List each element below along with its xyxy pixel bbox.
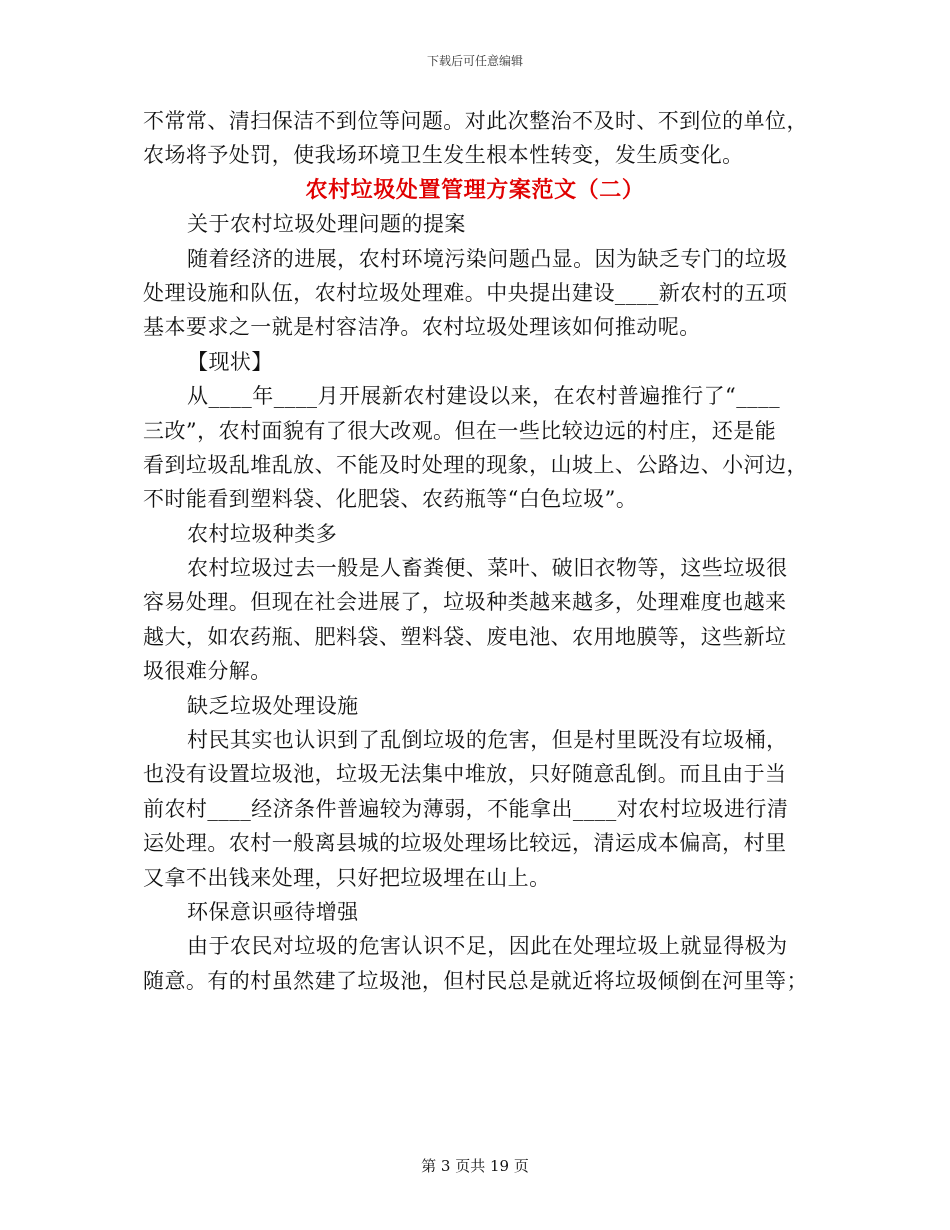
paragraph-line: 圾很难分解。 [143, 659, 272, 684]
paragraph-line: 三改”，农村面貌有了很大改观。但在一些比较边远的村庄，还是能 [143, 418, 777, 443]
document-body [143, 104, 807, 998]
subheading-facilities: 缺乏垃圾处理设施 [187, 693, 359, 718]
paragraph-line: 不常常、清扫保洁不到位等问题。对此次整治不及时、不到位的单位， [143, 109, 808, 133]
proposal-heading: 关于农村垃圾处理问题的提案 [187, 212, 466, 237]
paragraph-line: 农村垃圾过去一般是人畜粪便、菜叶、破旧衣物等，这些垃圾很 [187, 556, 788, 581]
paragraph-line: 看到垃圾乱堆乱放、不能及时处理的现象，山坡上、公路边、小河边， [143, 452, 808, 477]
paragraph-line: 由于农民对垃圾的危害认识不足，因此在处理垃圾上就显得极为 [187, 934, 788, 959]
paragraph-line: 村民其实也认识到了乱倒垃圾的危害，但是村里既没有垃圾桶， [187, 728, 788, 753]
paragraph-line: 随意。有的村虽然建了垃圾池，但村民总是就近将垃圾倾倒在河里等； [143, 968, 808, 993]
section-title: 农村垃圾处置管理方案范文（二） [305, 176, 645, 203]
page-header: 下载后可任意编辑 [426, 54, 523, 68]
paragraph-line: 从____年____月开展新农村建设以来，在农村普遍推行了“____ [187, 384, 781, 409]
paragraph-line: 不时能看到塑料袋、化肥袋、农药瓶等“白色垃圾”。 [143, 487, 638, 512]
paragraph-line: 随着经济的进展，农村环境污染问题凸显。因为缺乏专门的垃圾 [187, 246, 788, 271]
paragraph-line: 农场将予处罚，使我场环境卫生发生根本性转变，发生质变化。 [143, 143, 744, 168]
paragraph-line: 前农村____经济条件普遍较为薄弱，不能拿出____对农村垃圾进行清 [143, 796, 789, 821]
paragraph-line: 运处理。农村一般离县城的垃圾处理场比较远，清运成本偏高，村里 [143, 831, 787, 856]
subheading-status: 【现状】 [187, 349, 273, 374]
paragraph-line: 也没有设置垃圾池，垃圾无法集中堆放，只好随意乱倒。而且由于当 [143, 762, 787, 787]
paragraph-line: 基本要求之一就是村容洁净。农村垃圾处理该如何推动呢。 [143, 315, 701, 340]
paragraph-line: 越大，如农药瓶、肥料袋、塑料袋、废电池、农用地膜等，这些新垃 [143, 624, 787, 649]
paragraph-line: 处理设施和队伍，农村垃圾处理难。中央提出建设____新农村的五项 [143, 280, 788, 305]
paragraph-line: 容易处理。但现在社会进展了，垃圾种类越来越多，处理难度也越来 [143, 590, 787, 615]
page-footer: 第 3 页共 19 页 [421, 1157, 529, 1175]
subheading-garbage-types: 农村垃圾种类多 [187, 521, 338, 546]
subheading-awareness: 环保意识亟待增强 [187, 899, 359, 924]
paragraph-line: 又拿不出钱来处理，只好把垃圾埋在山上。 [143, 865, 551, 890]
